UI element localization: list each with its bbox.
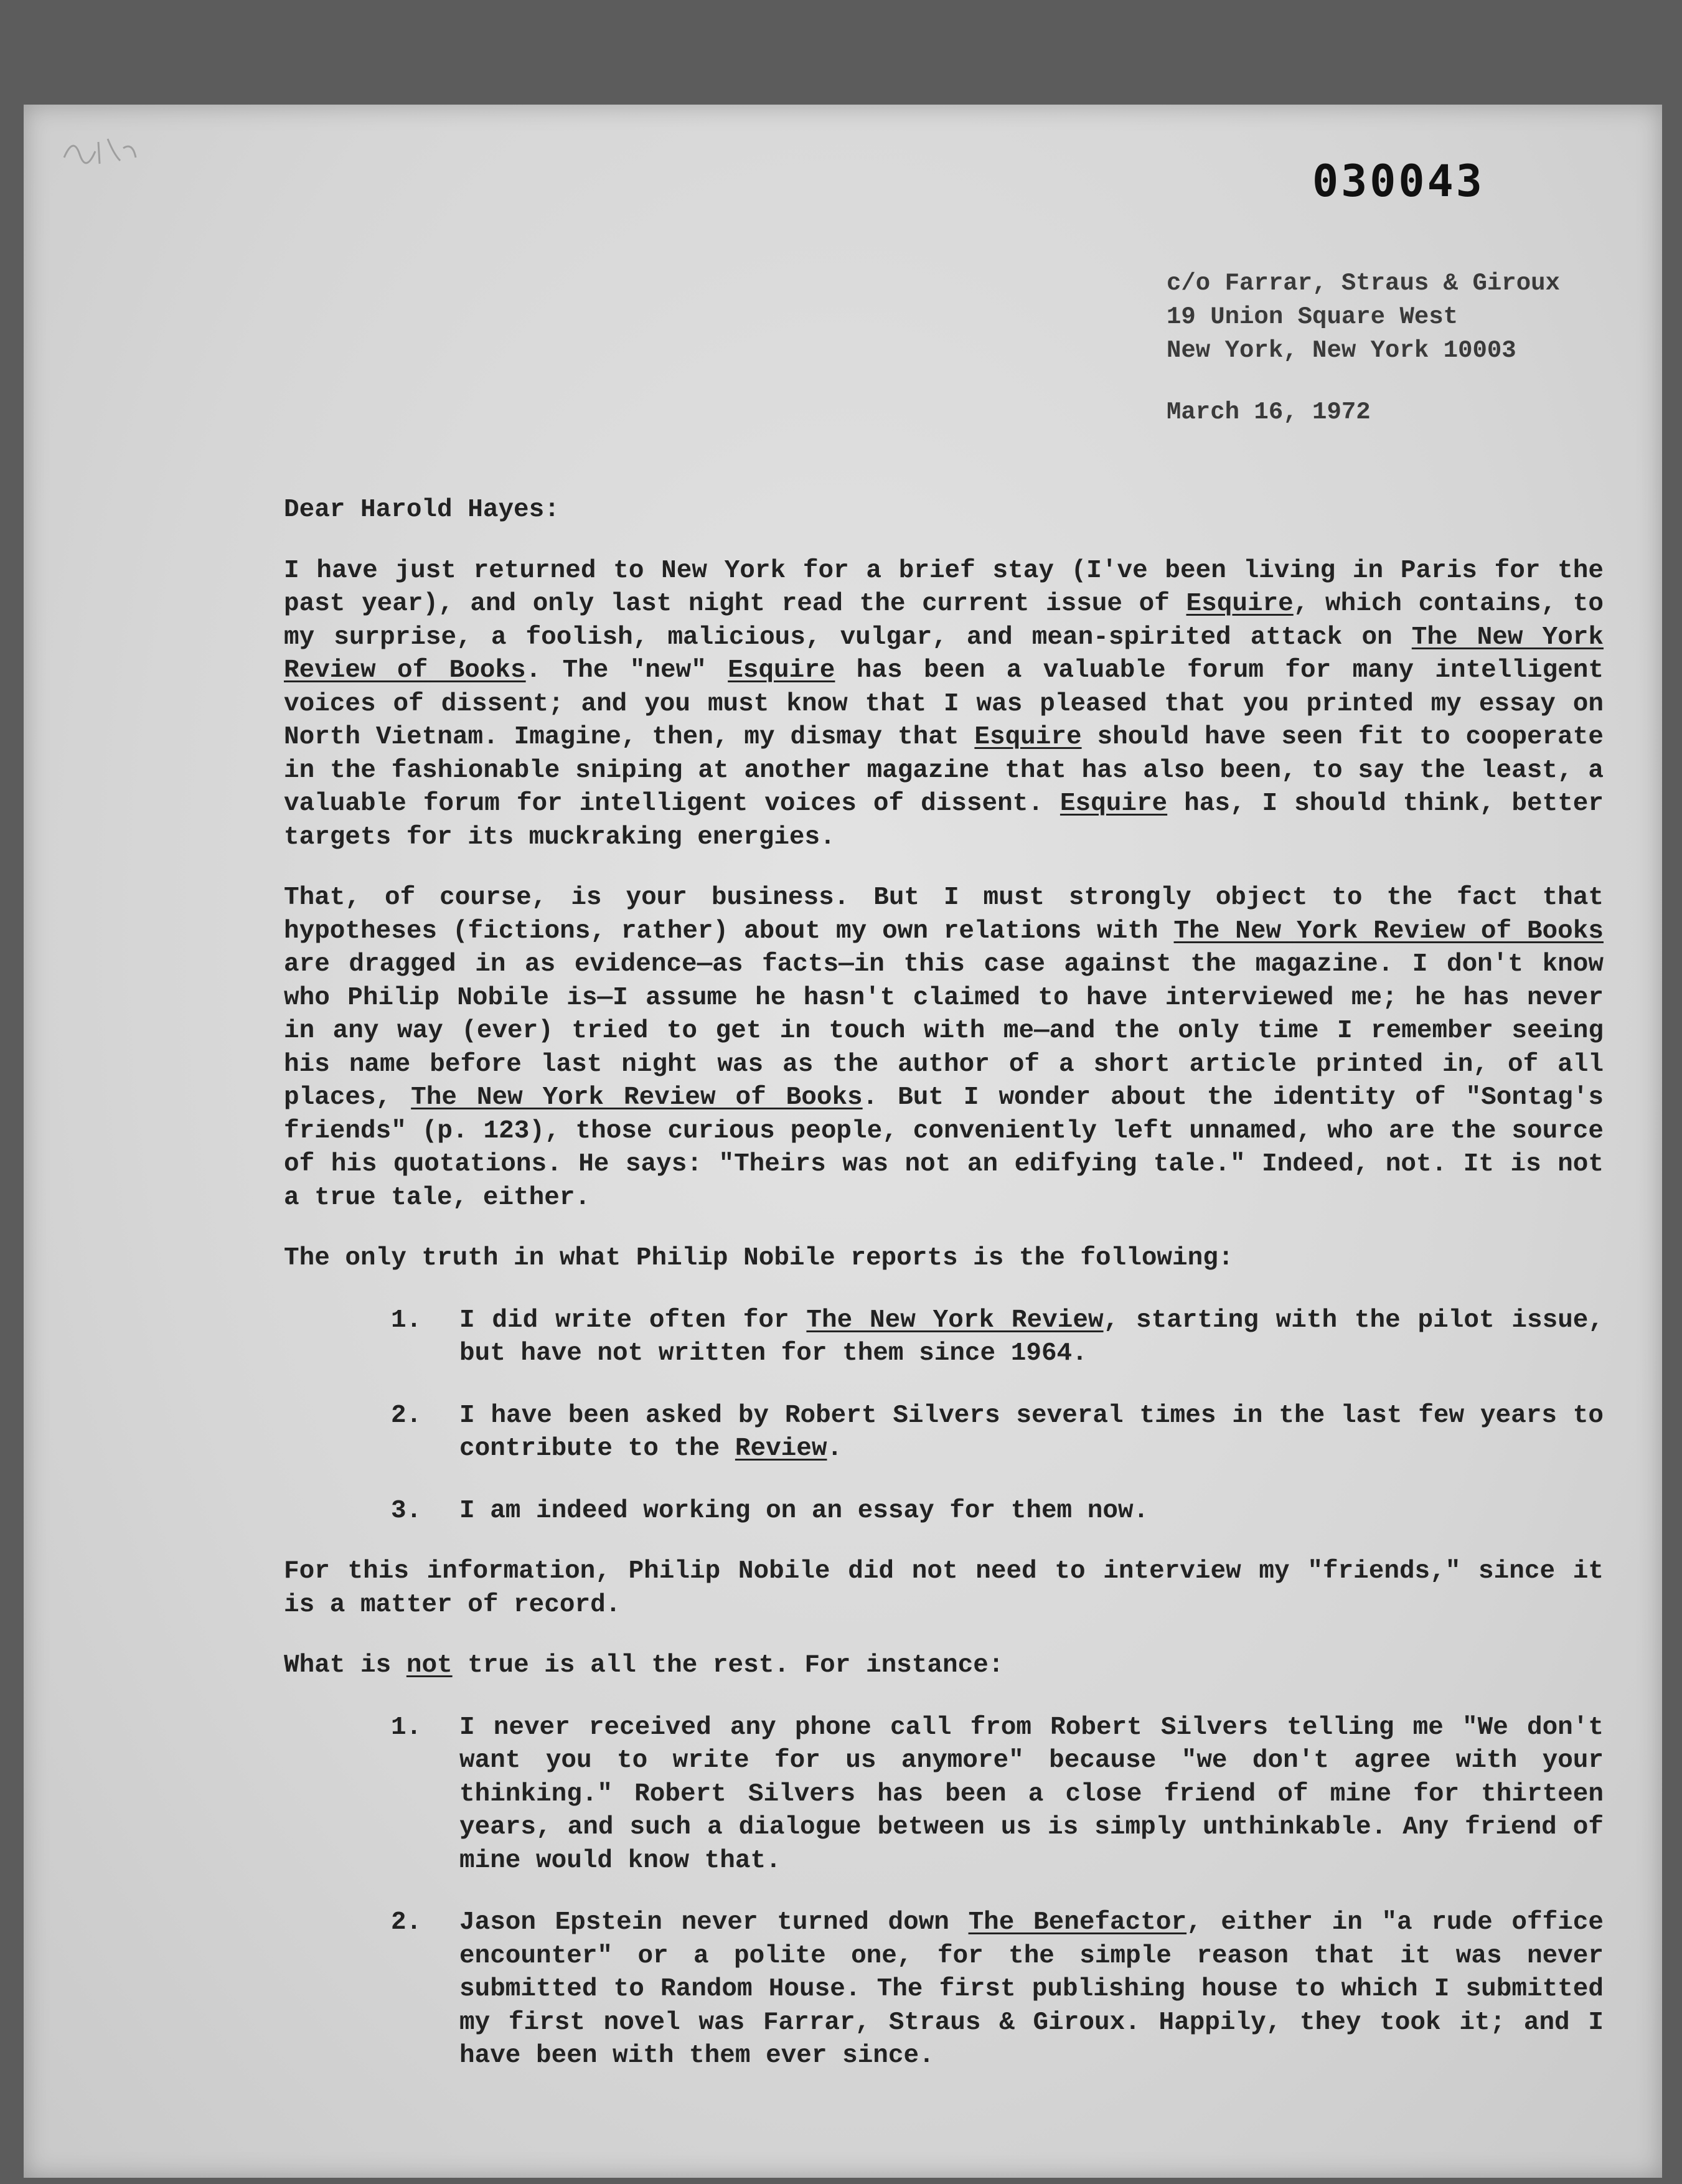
document-number: 030043 bbox=[1312, 156, 1485, 207]
address-line: New York, New York 10003 bbox=[1167, 337, 1516, 364]
falsehood-item: 2. Jason Epstein never turned down The Benefactor, either in "a rude office encounter" or a polite one, for the simple reason that it was never submitted to Random House. The first publishing house to which I submitted my first novel was Farrar, Straus & Giroux. Happily, they took it; and I have been with them ever since. bbox=[391, 1908, 1604, 2070]
salutation: Dear Harold Hayes: bbox=[284, 496, 560, 524]
letter-body bbox=[284, 494, 1604, 2073]
paragraph-3: The only truth in what Philip Nobile reports is the following: bbox=[284, 1244, 1234, 1273]
letter-date: March 16, 1972 bbox=[1167, 398, 1371, 426]
paragraph-4: For this information, Philip Nobile did not need to interview my "friends," since it is a matter of record. bbox=[284, 1557, 1604, 1619]
truth-item: 1. I did write often for The New York Review, starting with the pilot issue, but have not written for them since 1964. bbox=[391, 1306, 1604, 1368]
sender-address bbox=[1167, 266, 1560, 367]
paragraph-1: I have just returned to New York for a brief stay (I've been living in Paris for the past year), and only last night read the current issue of Esquire, which contains, to my surprise, a foolish, malicious, vulgar, and mean-spirited attack on The New York Review of Books. The "new" Esquire has been a valuable forum for many intelligent voices of dissent; and you must know that I was pleased that you printed my essay on North Vietnam. Imagine, then, my dismay that Esquire should have seen fit to cooperate in the fashionable sniping at another magazine that has also been, to say the least, a valuable forum for intelligent voices of dissent. Esquire has, I should think, better targets for its muckraking energies. bbox=[284, 556, 1604, 852]
paragraph-5: What is not true is all the rest. For instance: bbox=[284, 1651, 1004, 1680]
address-line: c/o Farrar, Straus & Giroux bbox=[1167, 270, 1560, 297]
handwritten-margin-mark bbox=[61, 129, 142, 173]
falsehood-item: 1. I never received any phone call from Robert Silvers telling me "We don't want you to write for us anymore" because "we don't agree with your thinking." Robert Silvers has been a close friend of mine for thirteen years, and such a dialogue between us is simply unthinkable. Any friend of mine would know that. bbox=[391, 1713, 1604, 1875]
paragraph-2: That, of course, is your business. But I must strongly object to the fact that hypotheses (fictions, rather) about my own relations with The New York Review of Books are dragged in as evidence—as facts—in this case against the magazine. I don't know who Philip Nobile is—I assume he hasn't claimed to have interviewed me; he has never in any way (ever) tried to get in touch with me—and the only time I remember seeing his name before last night was as the author of a short article printed in, of all places, The New York Review of Books. But I wonder about the identity of "Sontag's friends" (p. 123), those curious people, conveniently left unnamed, who are the source of his quotations. He says: "Theirs was not an edifying tale." Indeed, not. It is not a true tale, either. bbox=[284, 883, 1604, 1212]
truth-item: 3. I am indeed working on an essay for them now. bbox=[391, 1496, 1149, 1525]
truth-item: 2. I have been asked by Robert Silvers several times in the last few years to contribute to the Review. bbox=[391, 1401, 1604, 1463]
address-line: 19 Union Square West bbox=[1167, 303, 1459, 331]
